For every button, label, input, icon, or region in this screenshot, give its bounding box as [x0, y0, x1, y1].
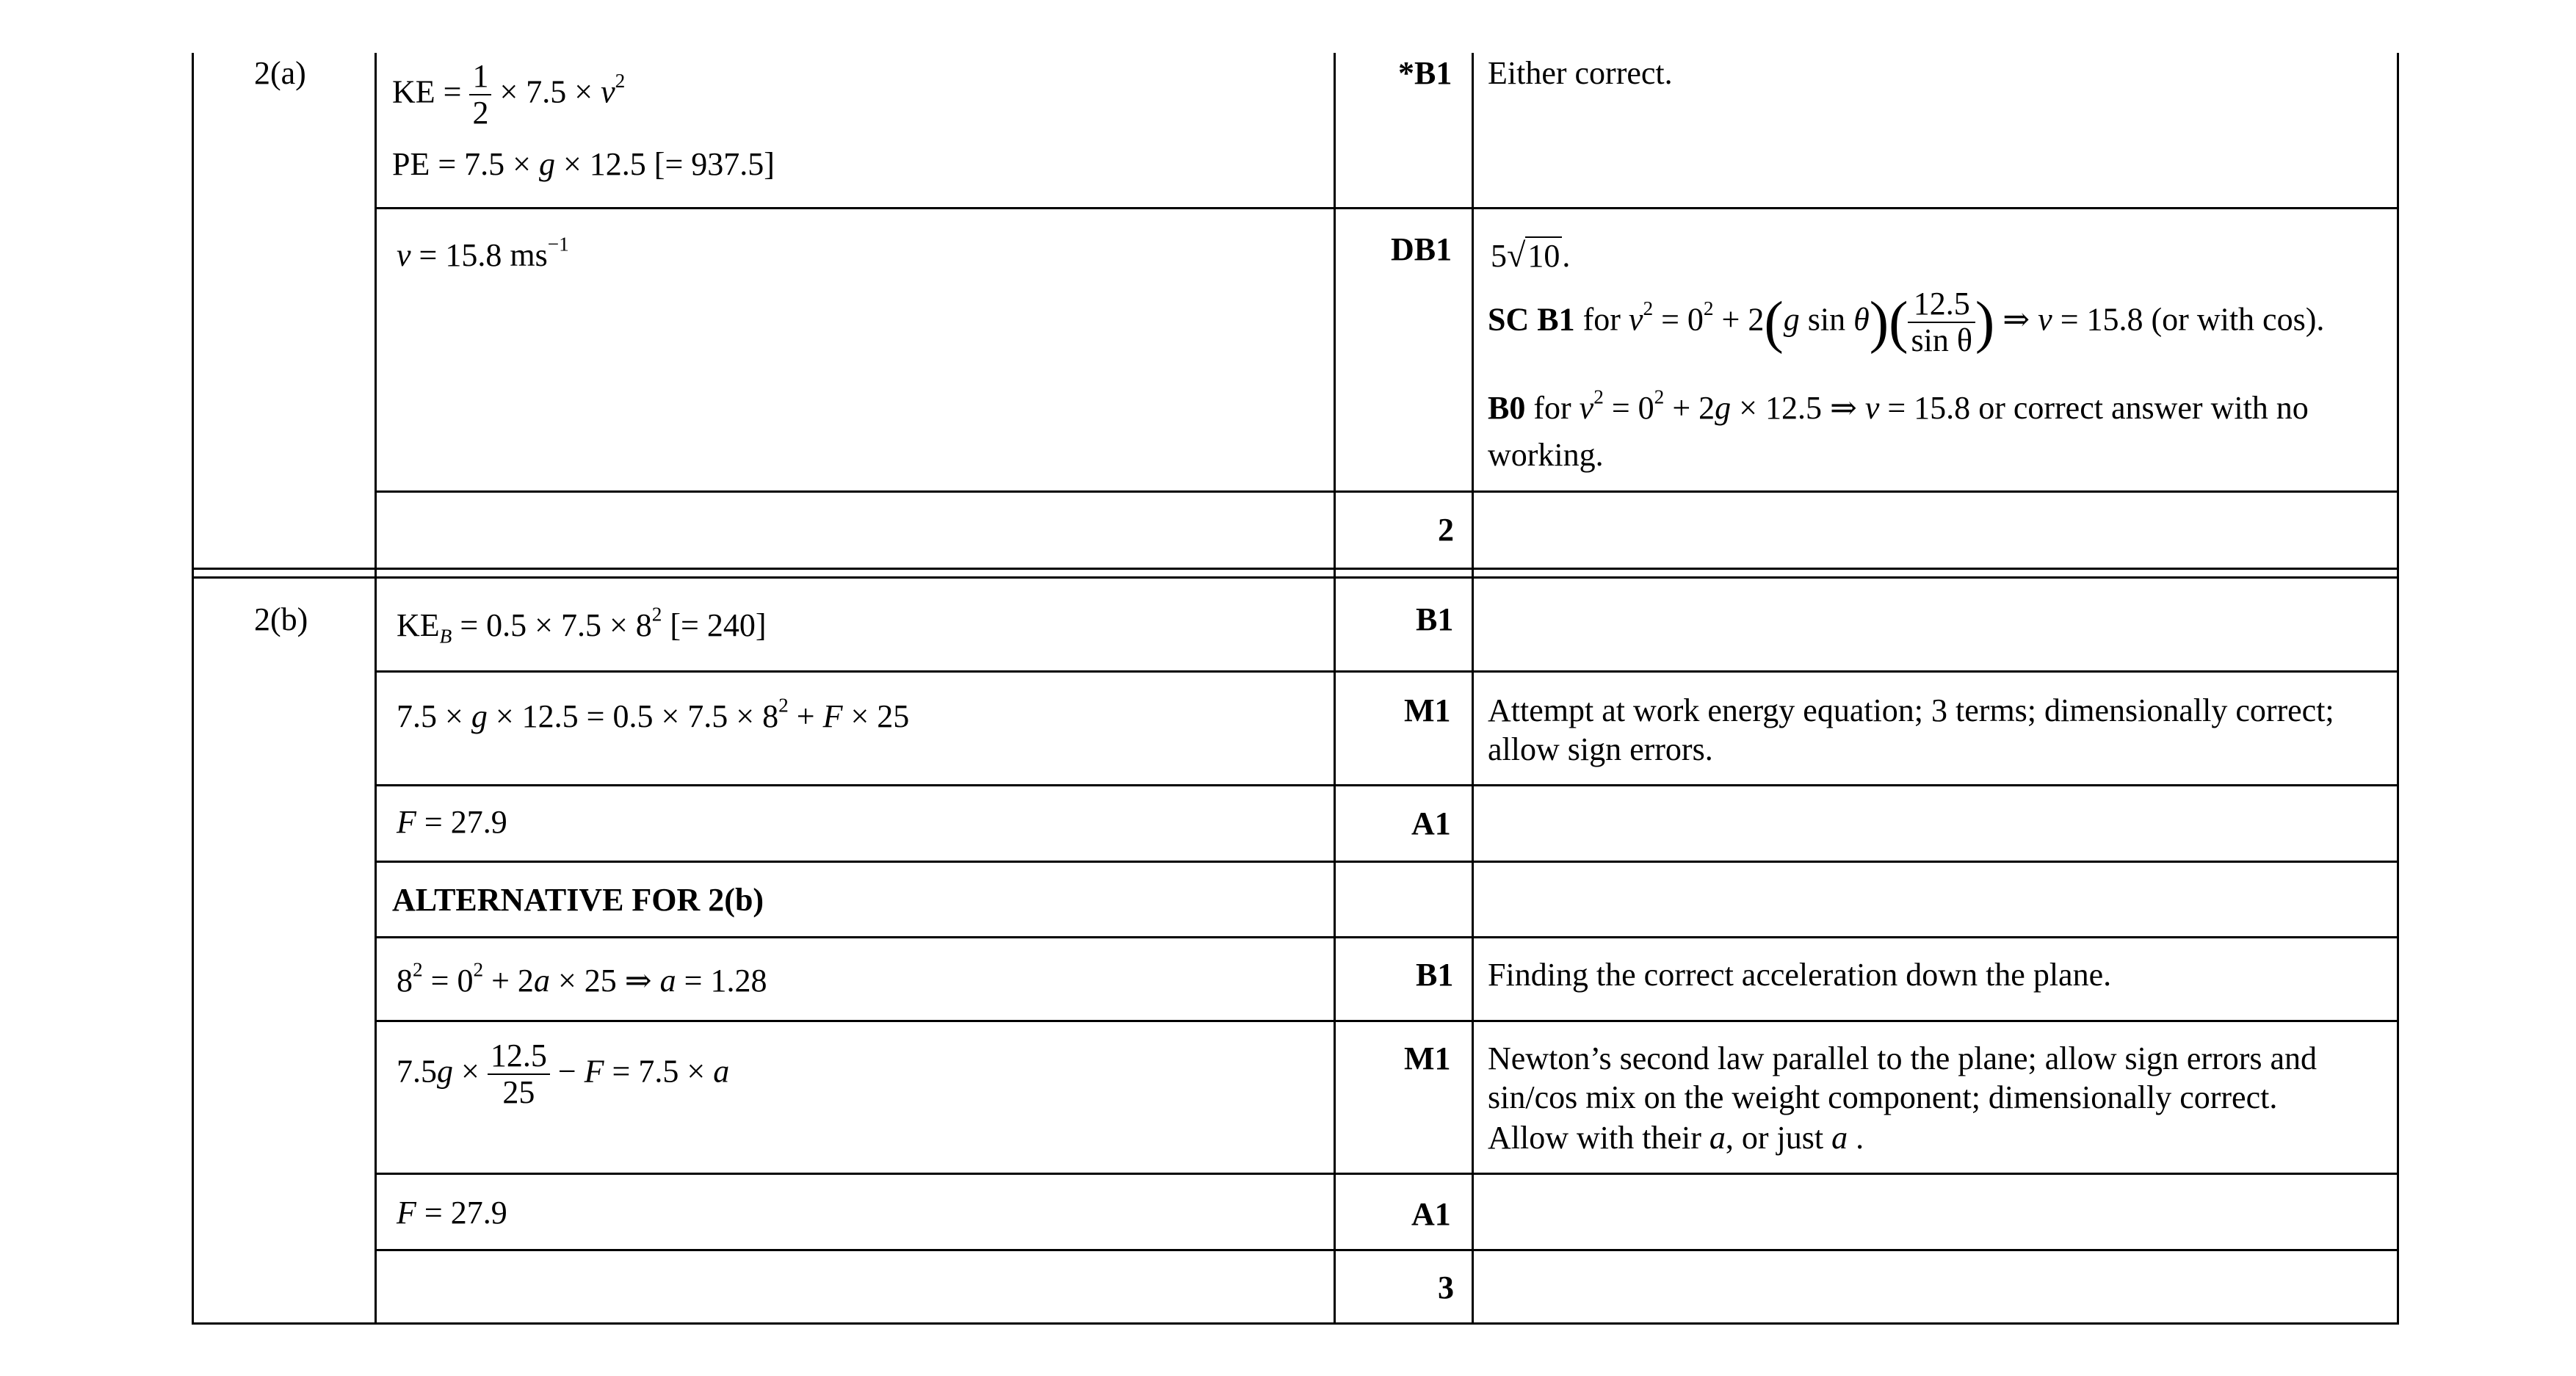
- guidance-b0-continued: working.: [1488, 437, 1604, 473]
- table-border-bottom: [192, 1322, 2399, 1325]
- guidance-b0: B0 for $v^2 = 0^2 + 2g \times 12.5$ ⇒ v = 15.8 or correct answer with no: [1488, 385, 2309, 426]
- mark-code: M1: [1404, 1040, 1451, 1076]
- guidance-text: Attempt at work energy equation; 3 terms; dimensionally correct; allow sign errors.: [1488, 692, 2334, 767]
- guidance-text-continued: Allow with their a, or just a .: [1488, 1120, 1864, 1156]
- table-border-right: [2397, 53, 2399, 1325]
- guidance-special-case: SC B1 for $v^2 = 0^2 + 2(g$ sin θ)( $\frac{12.5}{\text{sin θ}}$ ) ⇒ v = 15.8 (or with cos).: [1488, 286, 2325, 359]
- guidance-surd: 5√10.: [1491, 236, 1571, 274]
- mark-code: B1: [1416, 957, 1454, 993]
- mark-code: DB1: [1391, 231, 1452, 267]
- section-divider-top: [192, 568, 2399, 570]
- section-divider-bottom: [192, 576, 2399, 579]
- total-marks: 3: [1438, 1270, 1454, 1306]
- newton-second-law-equation: 7.5g × $\frac{12.5}{25}$ − F = 7.5 × a: [397, 1038, 730, 1111]
- alternative-heading: ALTERNATIVE FOR 2(b): [392, 882, 764, 918]
- row-divider: [375, 207, 2399, 209]
- row-divider: [375, 1173, 2399, 1175]
- row-divider: [375, 1020, 2399, 1022]
- row-divider: [375, 936, 2399, 938]
- row-divider: [375, 784, 2399, 786]
- row-divider: [375, 490, 2399, 493]
- table-border-left: [192, 53, 194, 1325]
- friction-answer: F = 27.9: [397, 804, 507, 840]
- column-divider-2: [1334, 53, 1336, 1325]
- mark-code: A1: [1411, 1196, 1451, 1232]
- guidance-text: Newton’s second law parallel to the plane; allow sign errors and sin/cos mix on the weight component; dimensionally correct.: [1488, 1040, 2318, 1115]
- row-divider: [375, 1249, 2399, 1251]
- pe-expression: PE = 7.5 × g × 12.5 [= 937.5]: [392, 146, 775, 182]
- mark-code: B1: [1416, 601, 1454, 637]
- velocity-answer: v = 15.8 $ms^{-1}$: [397, 233, 569, 273]
- mark-code: M1: [1404, 692, 1451, 728]
- ke-b-expression: $KE_B = 0.5 \times 7.5 \times 8^2$ [= 240]: [397, 603, 767, 648]
- work-energy-equation: $7.5 \times g \times 12.5 = 0.5 \times 7.5 \times 8^2 + F \times 25$: [397, 694, 910, 734]
- mark-code: *B1: [1398, 55, 1452, 91]
- mark-code: A1: [1411, 805, 1451, 841]
- guidance-text: Finding the correct acceleration down the plane.: [1488, 957, 2112, 993]
- question-label-2a: 2(a): [254, 55, 306, 91]
- friction-answer: F = 27.9: [397, 1195, 507, 1231]
- ke-expression: KE = $\frac{1}{2}$ × $7.5 \times v^2$: [392, 58, 626, 131]
- row-divider: [375, 861, 2399, 863]
- row-divider: [375, 670, 2399, 673]
- column-divider-1: [375, 53, 377, 1325]
- total-marks: 2: [1438, 512, 1454, 548]
- guidance-text: Either correct.: [1488, 55, 1673, 91]
- question-label-2b: 2(b): [254, 601, 308, 637]
- column-divider-3: [1472, 53, 1474, 1325]
- acceleration-equation: $8^2 = 0^2 + 2a \times 25$ ⇒ a = 1.28: [397, 958, 767, 999]
